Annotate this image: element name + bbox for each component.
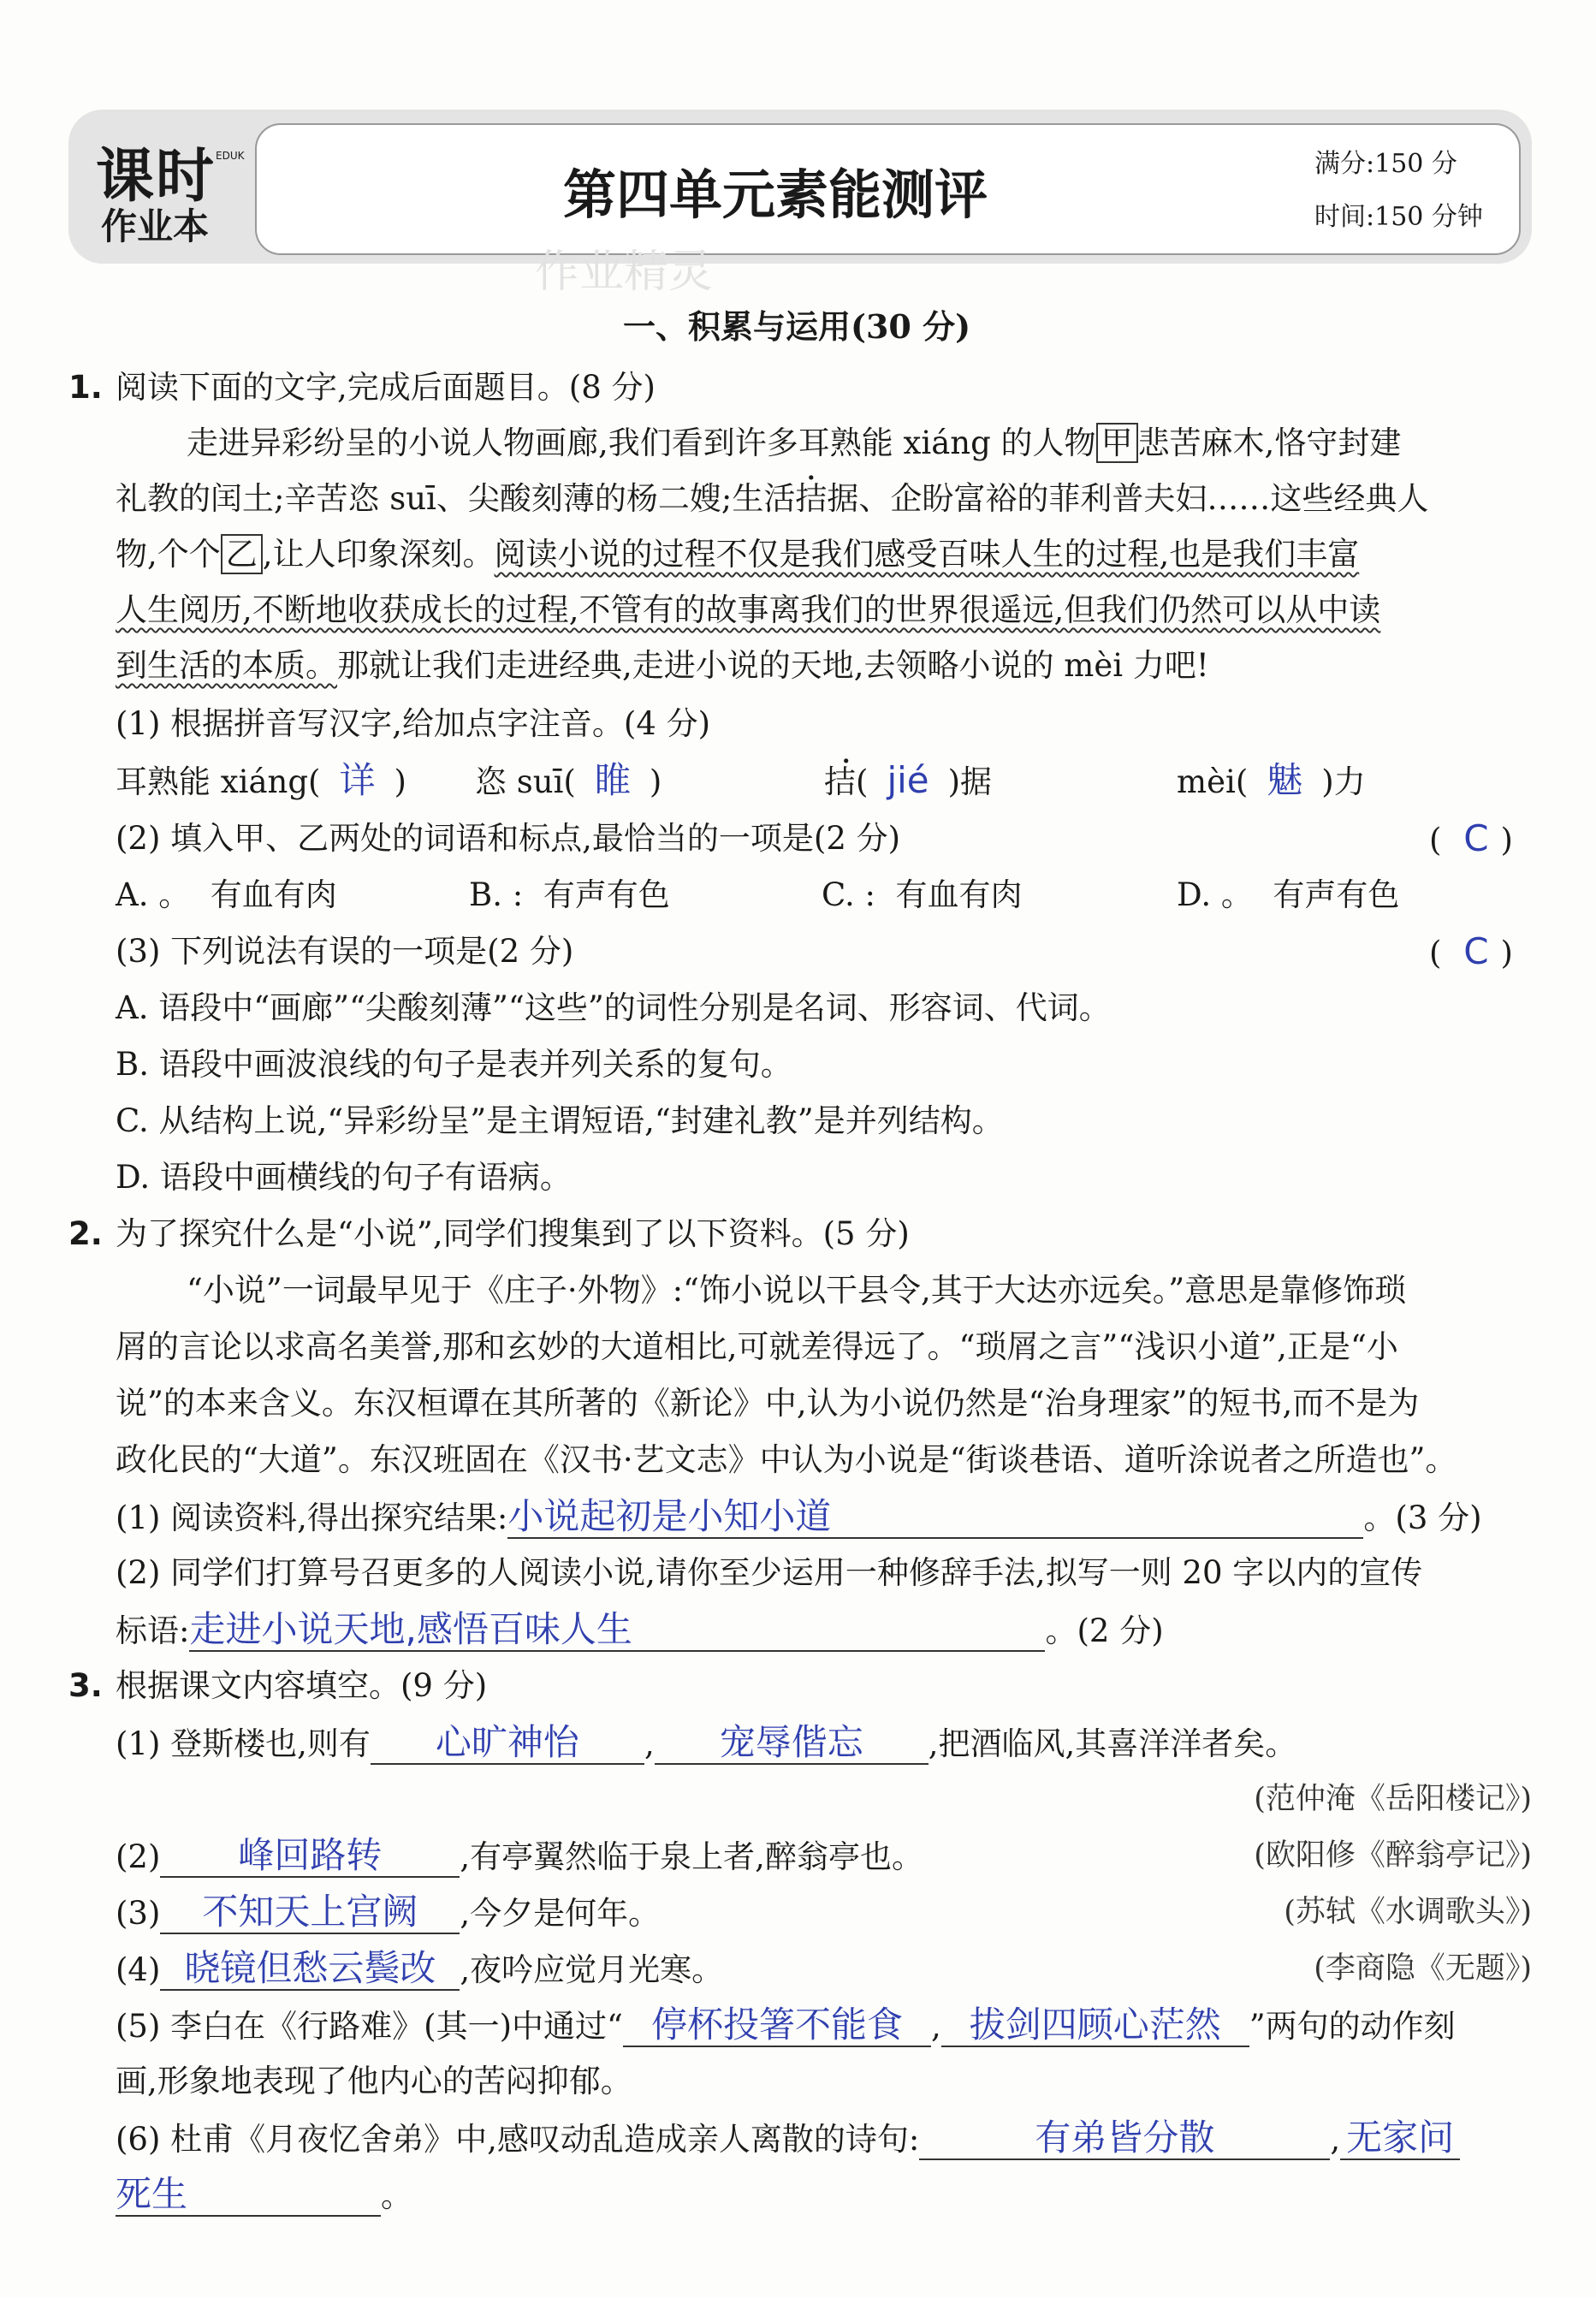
q3-s3: (3) 不知天上宫阙 ,今夕是何年。 xyxy=(116,1891,661,1933)
answer-blank: 有弟皆分散 xyxy=(919,2117,1330,2160)
q1-number: 1. xyxy=(68,369,103,406)
time-limit: 时间:150 分钟 xyxy=(1314,202,1483,232)
q3-s4: (4) 晓镜但愁云鬓改 ,夜吟应觉月光寒。 xyxy=(116,1947,724,1989)
q2-sub2-line2: 标语:走进小说天地,感悟百味人生 。(2 分) xyxy=(116,1608,1164,1650)
q3-number: 3. xyxy=(68,1667,103,1704)
answer-blank: 无家问 xyxy=(1340,2117,1460,2160)
q1-sub2: (2) 填入甲、乙两处的词语和标点,最恰当的一项是(2 分) xyxy=(116,820,901,857)
q2-sub1: (1) 阅读资料,得出探究结果:小说起初是小知小道 。(3 分) xyxy=(116,1495,1482,1537)
page-title: 第四单元素能测评 xyxy=(563,163,988,226)
q2-stem: 为了探究什么是“小说”,同学们搜集到了以下资料。(5 分) xyxy=(116,1215,910,1252)
q3-s6-line2: 死生 。 xyxy=(116,2173,412,2215)
answer-blank: 拔剑四顾心茫然 xyxy=(941,2004,1249,2047)
answer-blank: 宠辱偕忘 xyxy=(655,1722,929,1765)
q3-s2-source: (欧阳修《醉翁亭记》) xyxy=(1254,1838,1532,1873)
q1-passage-line3: 物,个个 乙 ,让人印象深刻。阅读小说的过程不仅是我们感受百味人生的过程,也是我们丰富 xyxy=(116,536,1360,573)
q2-sub2-line1: (2) 同学们打算号召更多的人阅读小说,请你至少运用一种修辞手法,拟写一则 20 字以内的宣传 xyxy=(116,1554,1423,1591)
answer: 详 xyxy=(339,759,376,801)
section-title: 一、积累与运用(30 分) xyxy=(623,307,971,346)
answer-blank: 走进小说天地,感悟百味人生 xyxy=(189,1609,1045,1652)
logo-line2: 作业本 xyxy=(101,205,210,247)
q2-passage-line3: 说”的本来含义。东汉桓谭在其所著的《新论》中,认为小说仍然是“治身理家”的短书,而不是为 xyxy=(116,1385,1420,1422)
logo-line1: 课时 xyxy=(96,143,217,211)
q1-passage-line4: 人生阅历,不断地收获成长的过程,不管有的故事离我们的世界很遥远,但我们仍然可以从中读 xyxy=(116,591,1381,628)
answer-blank: 峰回路转 xyxy=(160,1835,460,1878)
q1-passage-line1: 走进异彩纷呈的小说人物画廊,我们看到许多耳熟能 xiáng 的人物 甲 悲苦麻木,恪守封建 xyxy=(187,425,1402,461)
q1-sub1-a: 耳熟能 xiáng( 详 ) xyxy=(116,759,406,801)
answer: 魅 xyxy=(1267,759,1303,801)
answer: 睢 xyxy=(594,759,631,801)
answer-blank: 小说起初是小知小道 xyxy=(507,1496,1363,1539)
q3-s1-source: (范仲淹《岳阳楼记》) xyxy=(1254,1782,1532,1816)
q3-s1: (1) 登斯楼也,则有 心旷神怡 , 宠辱偕忘 ,把酒临风,其喜洋洋者矣。 xyxy=(116,1721,1297,1763)
q3-s5: (5) 李白在《行路难》(其一)中通过“ 停杯投箸不能食 , 拔剑四顾心茫然 ”两句的动作刻 xyxy=(116,2004,1456,2046)
q1-stem: 阅读下面的文字,完成后面题目。(8 分) xyxy=(116,369,656,406)
answer-blank: 晓镜但愁云鬓改 xyxy=(160,1948,460,1991)
q1-sub1: (1) 根据拼音写汉字,给加点字注音。(4 分) xyxy=(116,705,711,742)
q2-passage-line4: 政化民的“大道”。东汉班固在《汉书·艺文志》中认为小说是“街谈巷语、道听涂说者之所造也”。 xyxy=(116,1441,1457,1478)
q1-sub2-option-c: C. : 有血有肉 xyxy=(822,876,1023,913)
answer-blank: 心旷神怡 xyxy=(371,1722,644,1765)
q1-sub1-b: 恣 suī( 睢 ) xyxy=(475,759,662,801)
q2-number: 2. xyxy=(68,1215,103,1252)
q2-passage-line1: “小说”一词最早见于《庄子·外物》:“饰小说以干县令,其于大达亦远矣。”意思是靠修饰琐 xyxy=(187,1272,1407,1309)
q1-sub3-option-a: A. 语段中“画廊”“尖酸刻薄”“这些”的词性分别是名词、形容词、代词。 xyxy=(116,989,1111,1026)
q3-s2: (2) 峰回路转 ,有亭翼然临于泉上者,醉翁亭也。 xyxy=(116,1834,923,1876)
q3-s5-line2: 画,形象地表现了他内心的苦闷抑郁。 xyxy=(116,2063,632,2099)
q2-passage-line2: 屑的言论以求高名美誉,那和玄妙的大道相比,可就差得远了。“琐屑之言”“浅识小道”,正是“小 xyxy=(116,1328,1398,1365)
full-score: 满分:150 分 xyxy=(1314,149,1457,179)
q1-sub2-option-a: A. 。 有血有肉 xyxy=(116,876,337,913)
q1-sub3-option-c: C. 从结构上说,“异彩纷呈”是主谓短语,“封建礼教”是并列结构。 xyxy=(116,1102,1004,1139)
q1-sub3-option-b: B. 语段中画波浪线的句子是表并列关系的复句。 xyxy=(116,1046,792,1083)
q1-passage-line2: 礼教的闰土;辛苦恣 suī、尖酸刻薄的杨二嫂;生活拮据、企盼富裕的菲利普夫妇……这些经典人 xyxy=(116,480,1429,517)
q1-sub3: (3) 下列说法有误的一项是(2 分) xyxy=(116,933,574,970)
q3-s3-source: (苏轼《水调歌头》) xyxy=(1284,1895,1532,1929)
q1-sub2-option-d: D. 。 有声有色 xyxy=(1177,876,1400,913)
q3-s6: (6) 杜甫《月夜忆舍弟》中,感叹动乱造成亲人离散的诗句: 有弟皆分散 , 无家问 xyxy=(116,2117,1460,2160)
answer-blank: 死生 xyxy=(116,2174,381,2217)
q1-sub2-option-b: B. : 有声有色 xyxy=(469,876,670,913)
q3-stem: 根据课文内容填空。(9 分) xyxy=(116,1667,488,1704)
logo-small: EDUK xyxy=(216,150,245,162)
q3-s4-source: (李商隐《无题》) xyxy=(1314,1951,1532,1986)
q1-sub1-c: 拮( · jié )据 xyxy=(824,760,992,803)
q1-sub3-answer: ( C ) xyxy=(1429,930,1513,972)
q1-passage-line5: 到生活的本质。那就让我们走进经典,走进小说的天地,去领略小说的 mèi 力吧! xyxy=(116,647,1209,684)
answer-blank: 停杯投箸不能食 xyxy=(623,2004,931,2047)
answer-blank: 不知天上宫阙 xyxy=(160,1891,460,1934)
q1-sub3-option-d: D. 语段中画横线的句子有语病。 xyxy=(116,1159,572,1196)
q1-sub1-d: mèi( 魅 )力 xyxy=(1177,759,1366,801)
answer: jié xyxy=(887,759,929,801)
q1-sub2-answer: ( C ) xyxy=(1429,817,1513,859)
watermark: 作业精灵 xyxy=(535,246,714,298)
